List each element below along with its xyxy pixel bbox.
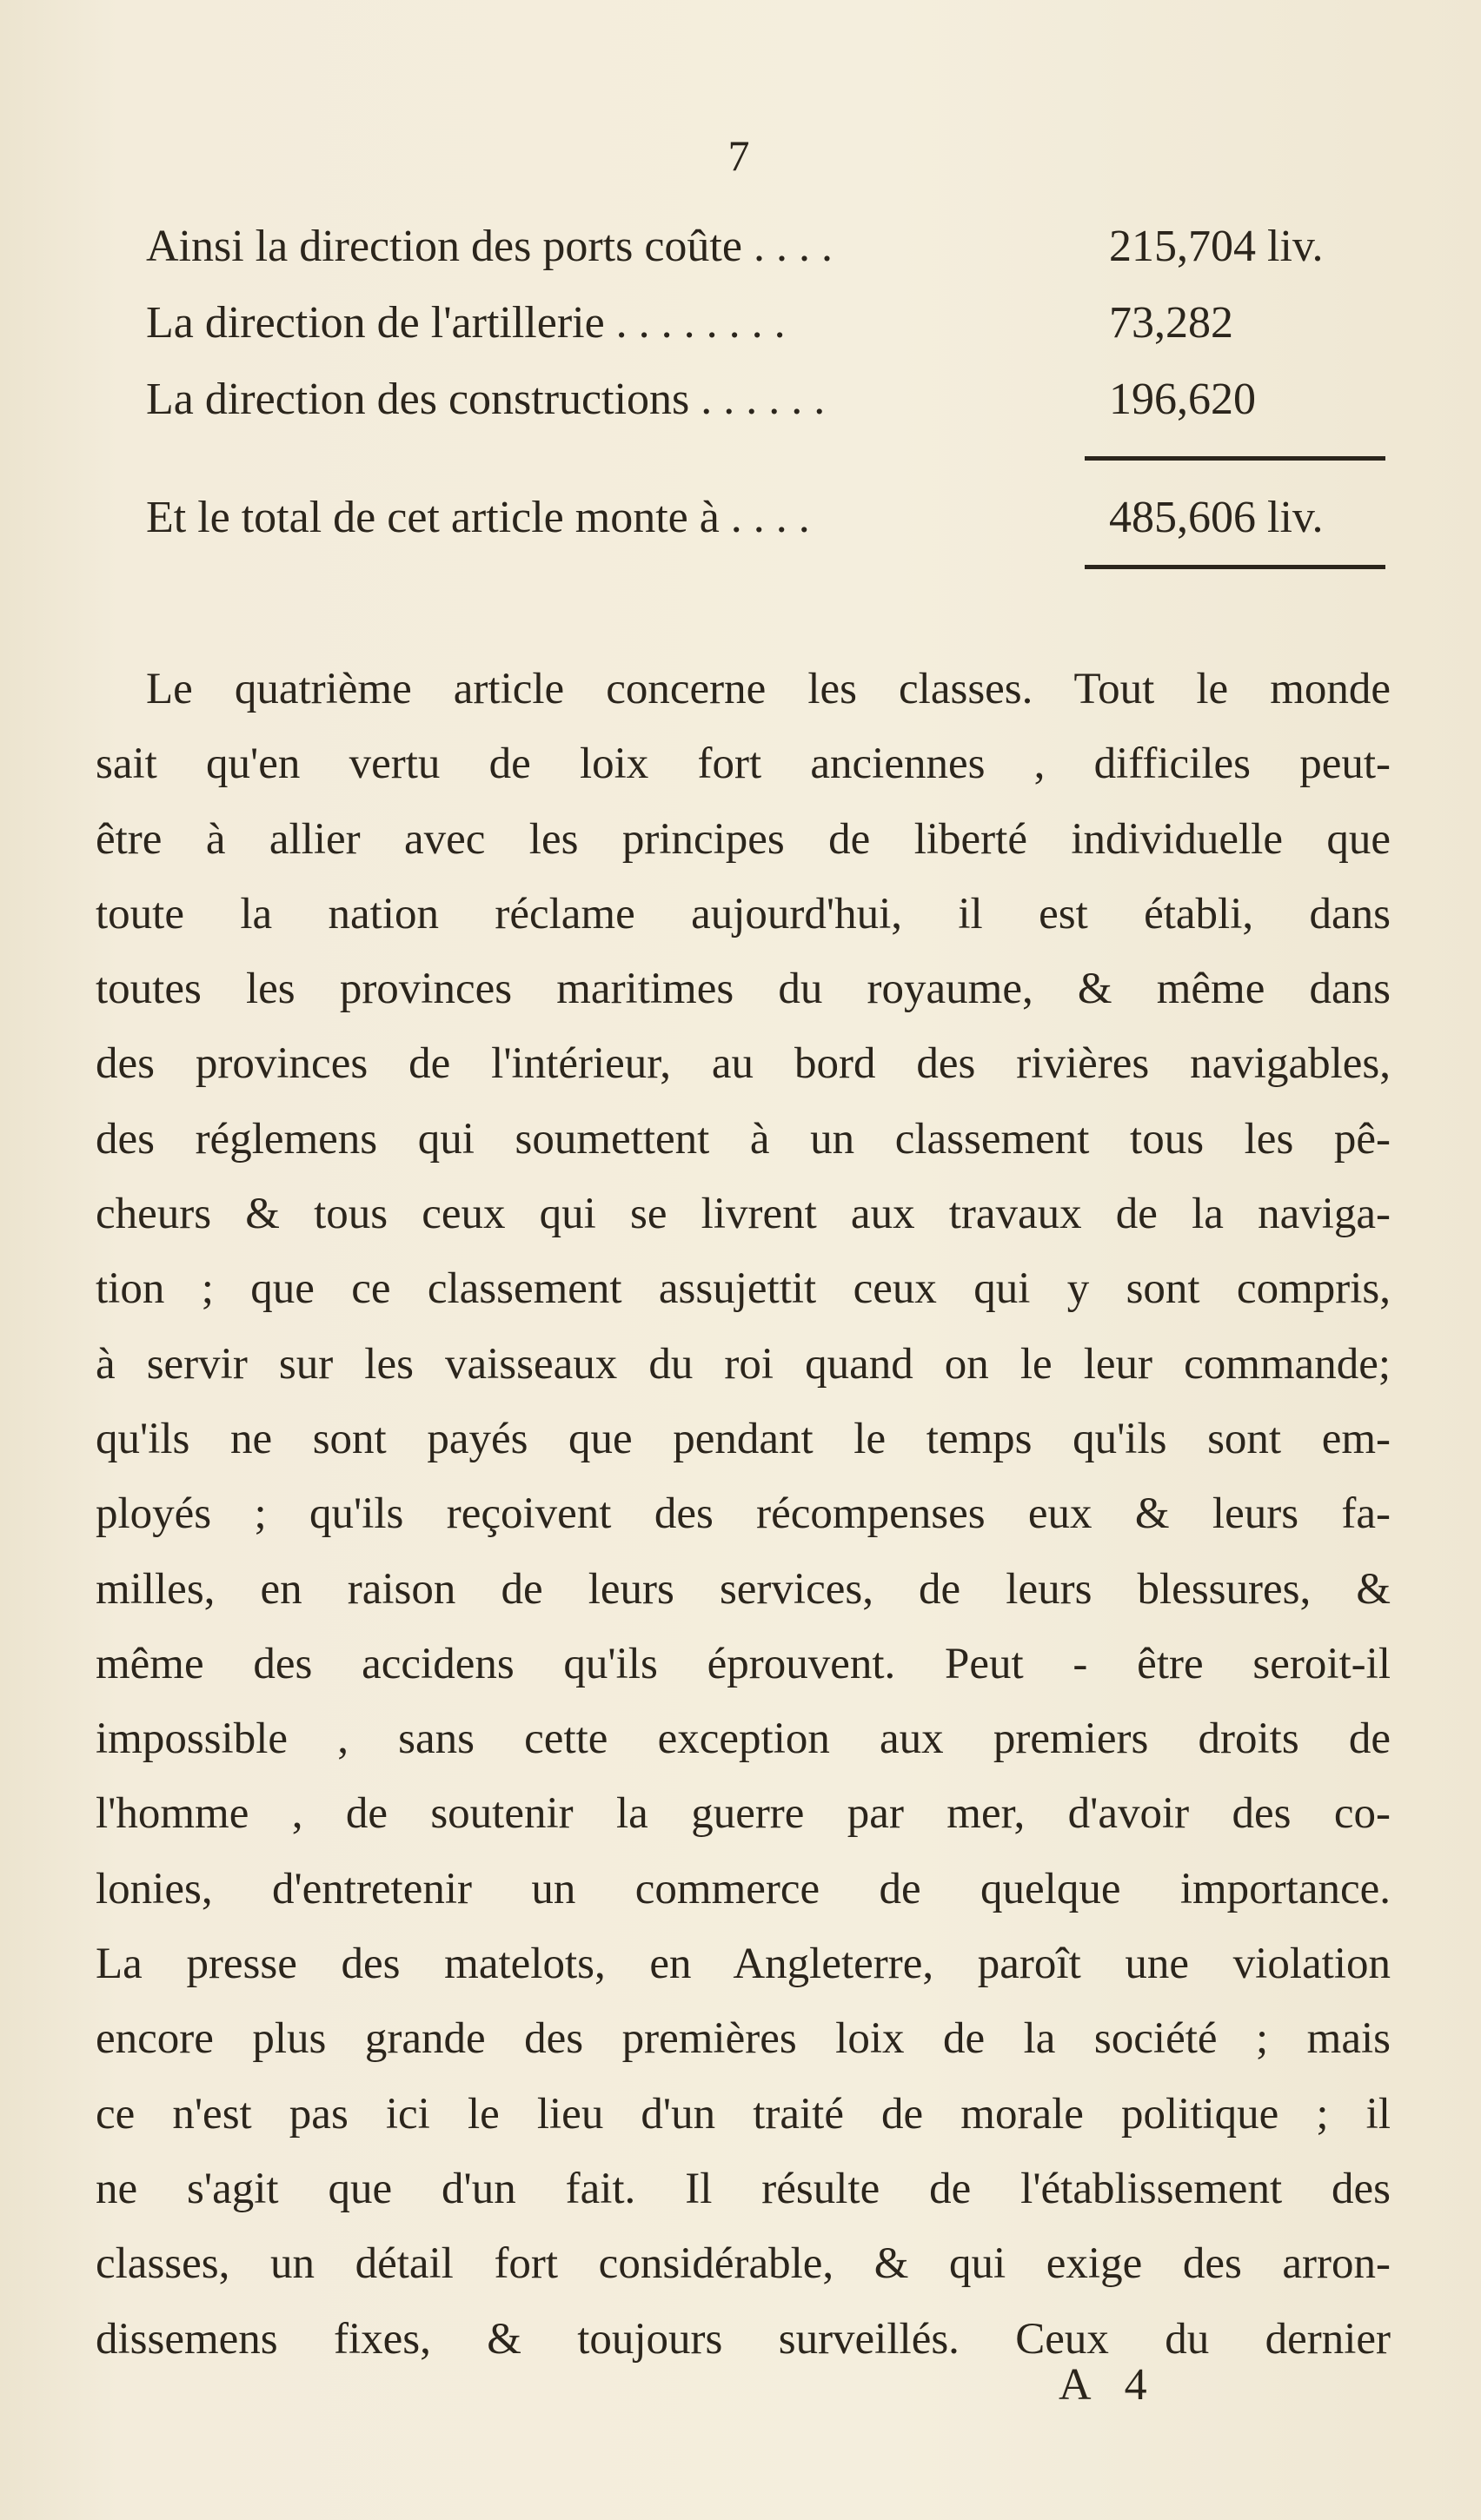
ledger-amount: 196,620: [1109, 375, 1256, 424]
text-line: des réglemens qui soumettent à un classement tous les pê-: [96, 1114, 1391, 1164]
text-line: être à allier avec les principes de liberté individuelle que: [96, 814, 1391, 864]
text-line: impossible , sans cette exception aux premiers droits de: [96, 1714, 1391, 1764]
ledger-label: La direction de l'artillerie . . . . . . . .: [146, 298, 786, 348]
ledger-row-constructions: [146, 361, 1389, 438]
ledger-amount: 73,282: [1109, 298, 1233, 348]
text-line: tion ; que ce classement assujettit ceux qui y sont compris,: [96, 1264, 1391, 1314]
cost-ledger: [146, 209, 1389, 438]
total-amount: 485,606 liv.: [1109, 493, 1324, 542]
signature-mark: A 4: [1059, 2360, 1159, 2410]
sum-rule: [1085, 456, 1385, 461]
text-line: La presse des matelots, en Angleterre, paroît une violation: [96, 1940, 1391, 1989]
text-line: ce n'est pas ici le lieu d'un traité de morale politique ; il: [96, 2089, 1391, 2139]
text-line: toutes les provinces maritimes du royaume, & même dans: [96, 965, 1391, 1014]
total-rule: [1085, 565, 1385, 569]
text-line: milles, en raison de leurs services, de leurs blessures, &: [96, 1564, 1391, 1614]
text-line: à servir sur les vaisseaux du roi quand on le leur commande;: [96, 1339, 1391, 1389]
ledger-total-row: [146, 480, 1389, 556]
ledger-amount: 215,704 liv.: [1109, 222, 1324, 271]
paragraph: [96, 652, 1391, 2377]
text-line: ployés ; qu'ils reçoivent des récompenses eux & leurs fa-: [96, 1489, 1391, 1539]
text-line: ne s'agit que d'un fait. Il résulte de l'établissement des: [96, 2164, 1391, 2213]
text-line: des provinces de l'intérieur, au bord des rivières navigables,: [96, 1039, 1391, 1089]
text-line: cheurs & tous ceux qui se livrent aux travaux de la naviga-: [96, 1190, 1391, 1239]
text-line: qu'ils ne sont payés que pendant le temps qu'ils sont em-: [96, 1414, 1391, 1463]
total-label: Et le total de cet article monte à . . . .: [146, 493, 810, 542]
text-line: encore plus grande des premières loix de la société ; mais: [96, 2014, 1391, 2064]
ledger-label: Ainsi la direction des ports coûte . . . .: [146, 222, 833, 271]
text-line: toute la nation réclame aujourd'hui, il est établi, dans: [96, 889, 1391, 938]
text-line: Le quatrième article concerne les classes. Tout le monde: [146, 665, 1391, 713]
text-line: lonies, d'entretenir un commerce de quelque importance.: [96, 1864, 1391, 1913]
ledger-row-ports: [146, 209, 1389, 285]
text-line: dissemens fixes, & toujours surveillés. Ceux du dernier: [96, 2314, 1391, 2364]
text-line: classes, un détail fort considérable, & qui exige des arron-: [96, 2239, 1391, 2289]
page-number: 7: [727, 131, 750, 180]
text-line: l'homme , de soutenir la guerre par mer, d'avoir des co-: [96, 1789, 1391, 1839]
text-line: même des accidens qu'ils éprouvent. Peut - être seroit-il: [96, 1639, 1391, 1688]
ledger-row-artillery: [146, 285, 1389, 361]
ledger-label: La direction des constructions . . . . . .: [146, 375, 826, 424]
text-line: sait qu'en vertu de loix fort anciennes , difficiles peut-: [96, 739, 1391, 789]
